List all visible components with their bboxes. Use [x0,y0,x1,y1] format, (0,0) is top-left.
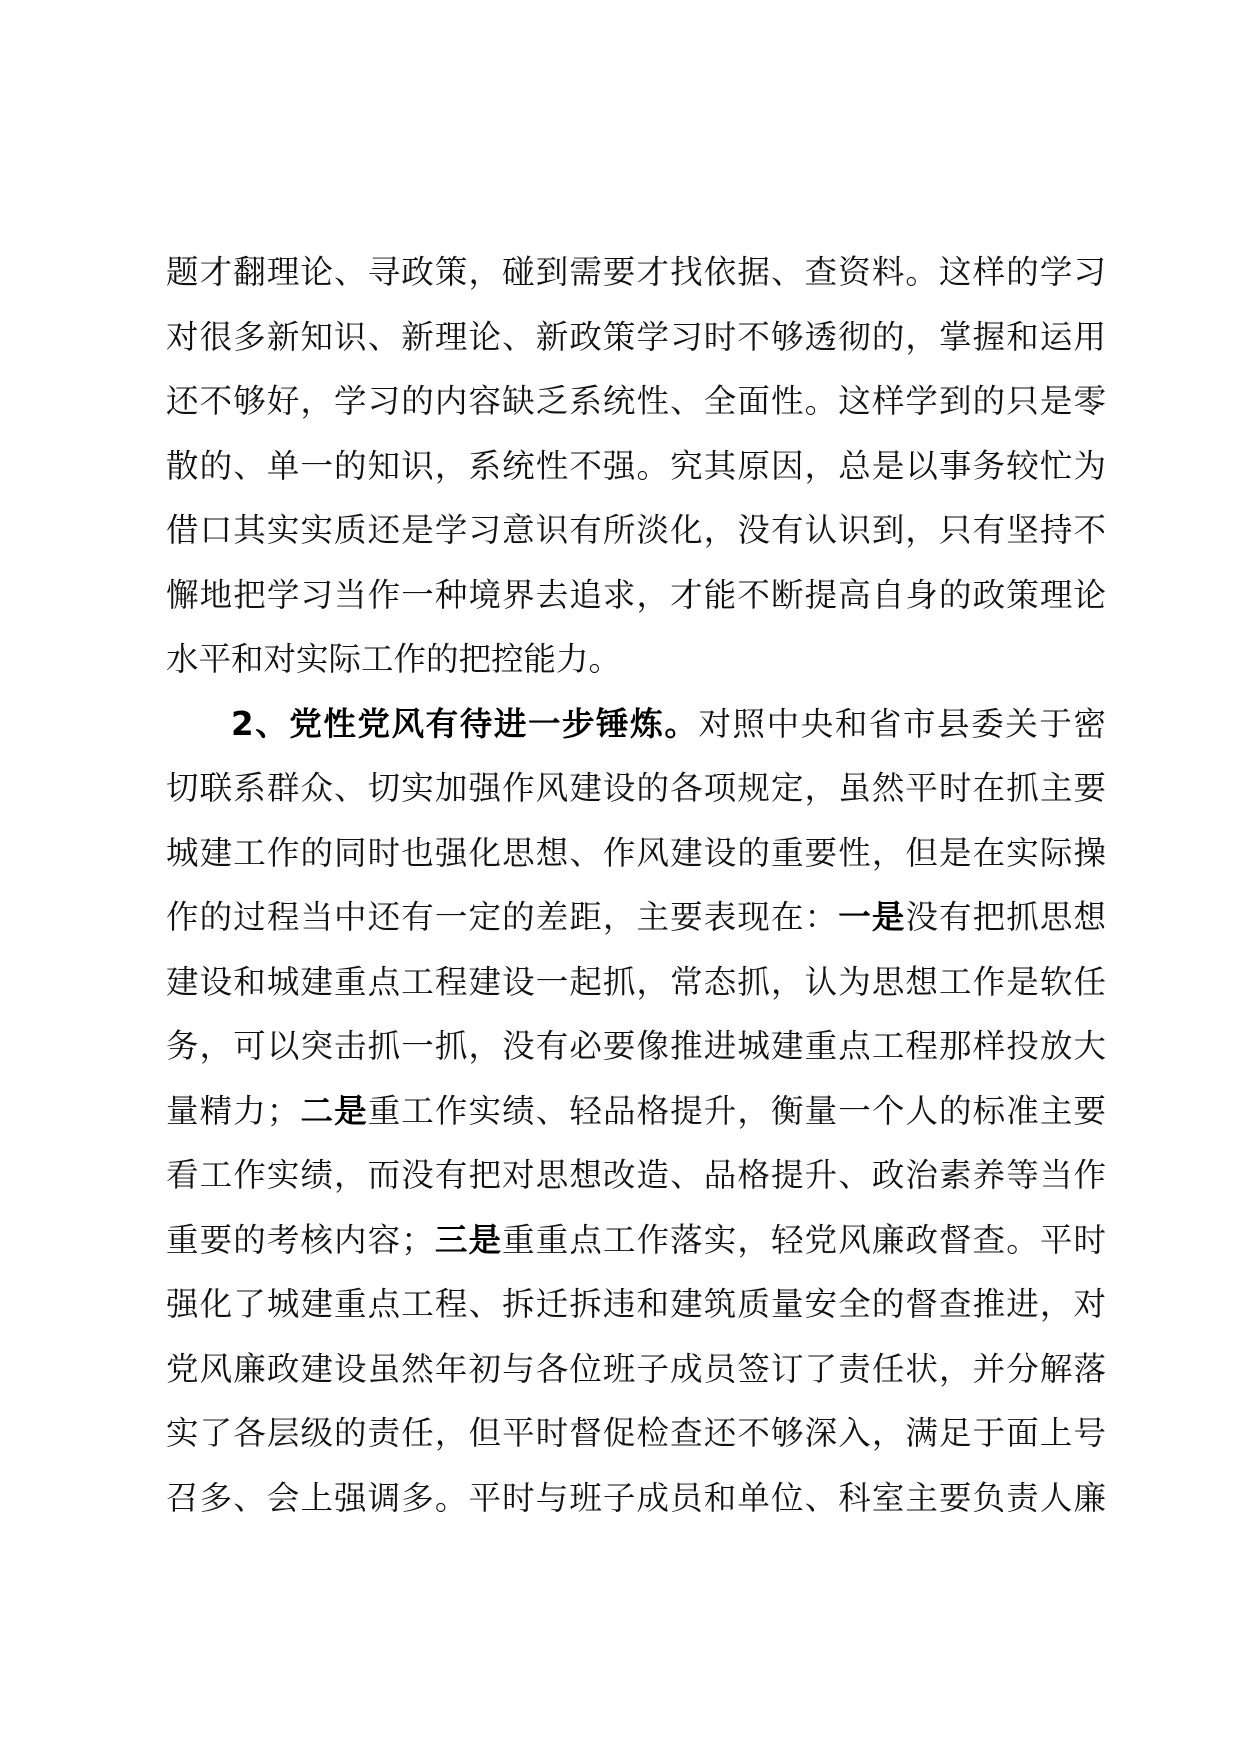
text-line: 散的、单一的知识，系统性不强。究其原因，总是以事务较忙为 [166,446,1106,485]
emphasis-second: 二是 [299,1091,368,1130]
text-line: 切联系群众、切实加强作风建设的各项规定，虽然平时在抓主要 [166,769,1106,807]
paragraph-2-first-line [166,692,1106,757]
text-line: 党风廉政建设虽然年初与各位班子成员签订了责任状，并分解落 [166,1349,1106,1388]
text-line [166,885,1106,950]
text-run: 重重点工作落实，轻党风廉政督查。平时 [502,1220,1106,1259]
text-run: 重要的考核内容； [166,1220,434,1259]
body-text [166,240,1106,1530]
text-line: 建设和城建重点工程建设一起抓，常态抓，认为思想工作是软任 [166,962,1106,1001]
text-line: 召多、会上强调多。平时与班子成员和单位、科室主要负责人廉 [166,1478,1106,1517]
text-line: 懈地把学习当作一种境界去追求，才能不断提高自身的政策理论 [166,575,1106,614]
text-line: 看工作实绩，而没有把对思想改造、品格提升、政治素养等当作 [166,1156,1106,1194]
text-line [166,1079,1106,1144]
text-run: 重工作实绩、轻品格提升，衡量一个人的标准主要 [367,1091,1106,1130]
section-heading: 2、党性党风有待进一步锤炼。 [231,704,699,743]
text-run: 对照中央和省市县委关于密 [698,704,1106,743]
text-line: 城建工作的同时也强化思想、作风建设的重要性，但是在实际操 [166,833,1106,872]
emphasis-third: 三是 [433,1220,503,1259]
text-line: 还不够好，学习的内容缺乏系统性、全面性。这样学到的只是零 [166,382,1106,420]
text-line: 务，可以突击抓一抓，没有必要像推进城建重点工程那样投放大 [166,1027,1106,1065]
text-line: 题才翻理论、寻政策，碰到需要才找依据、查资料。这样的学习 [166,253,1106,291]
text-run: 量精力； [166,1091,300,1130]
emphasis-first: 一是 [838,898,906,936]
text-line [166,1208,1106,1273]
text-line: 水平和对实际工作的把控能力。 [166,640,622,678]
text-line: 借口其实实质还是学习意识有所淡化，没有认识到，只有坚持不 [166,511,1106,549]
text-line: 强化了城建重点工程、拆迁拆违和建筑质量安全的督查推进，对 [166,1285,1106,1323]
text-run: 作的过程当中还有一定的差距，主要表现在： [166,898,839,936]
text-line: 对很多新知识、新理论、新政策学习时不够透彻的，掌握和运用 [166,317,1106,356]
text-line: 实了各层级的责任，但平时督促检查还不够深入，满足于面上号 [166,1414,1106,1452]
text-run: 没有把抓思想 [905,898,1106,936]
